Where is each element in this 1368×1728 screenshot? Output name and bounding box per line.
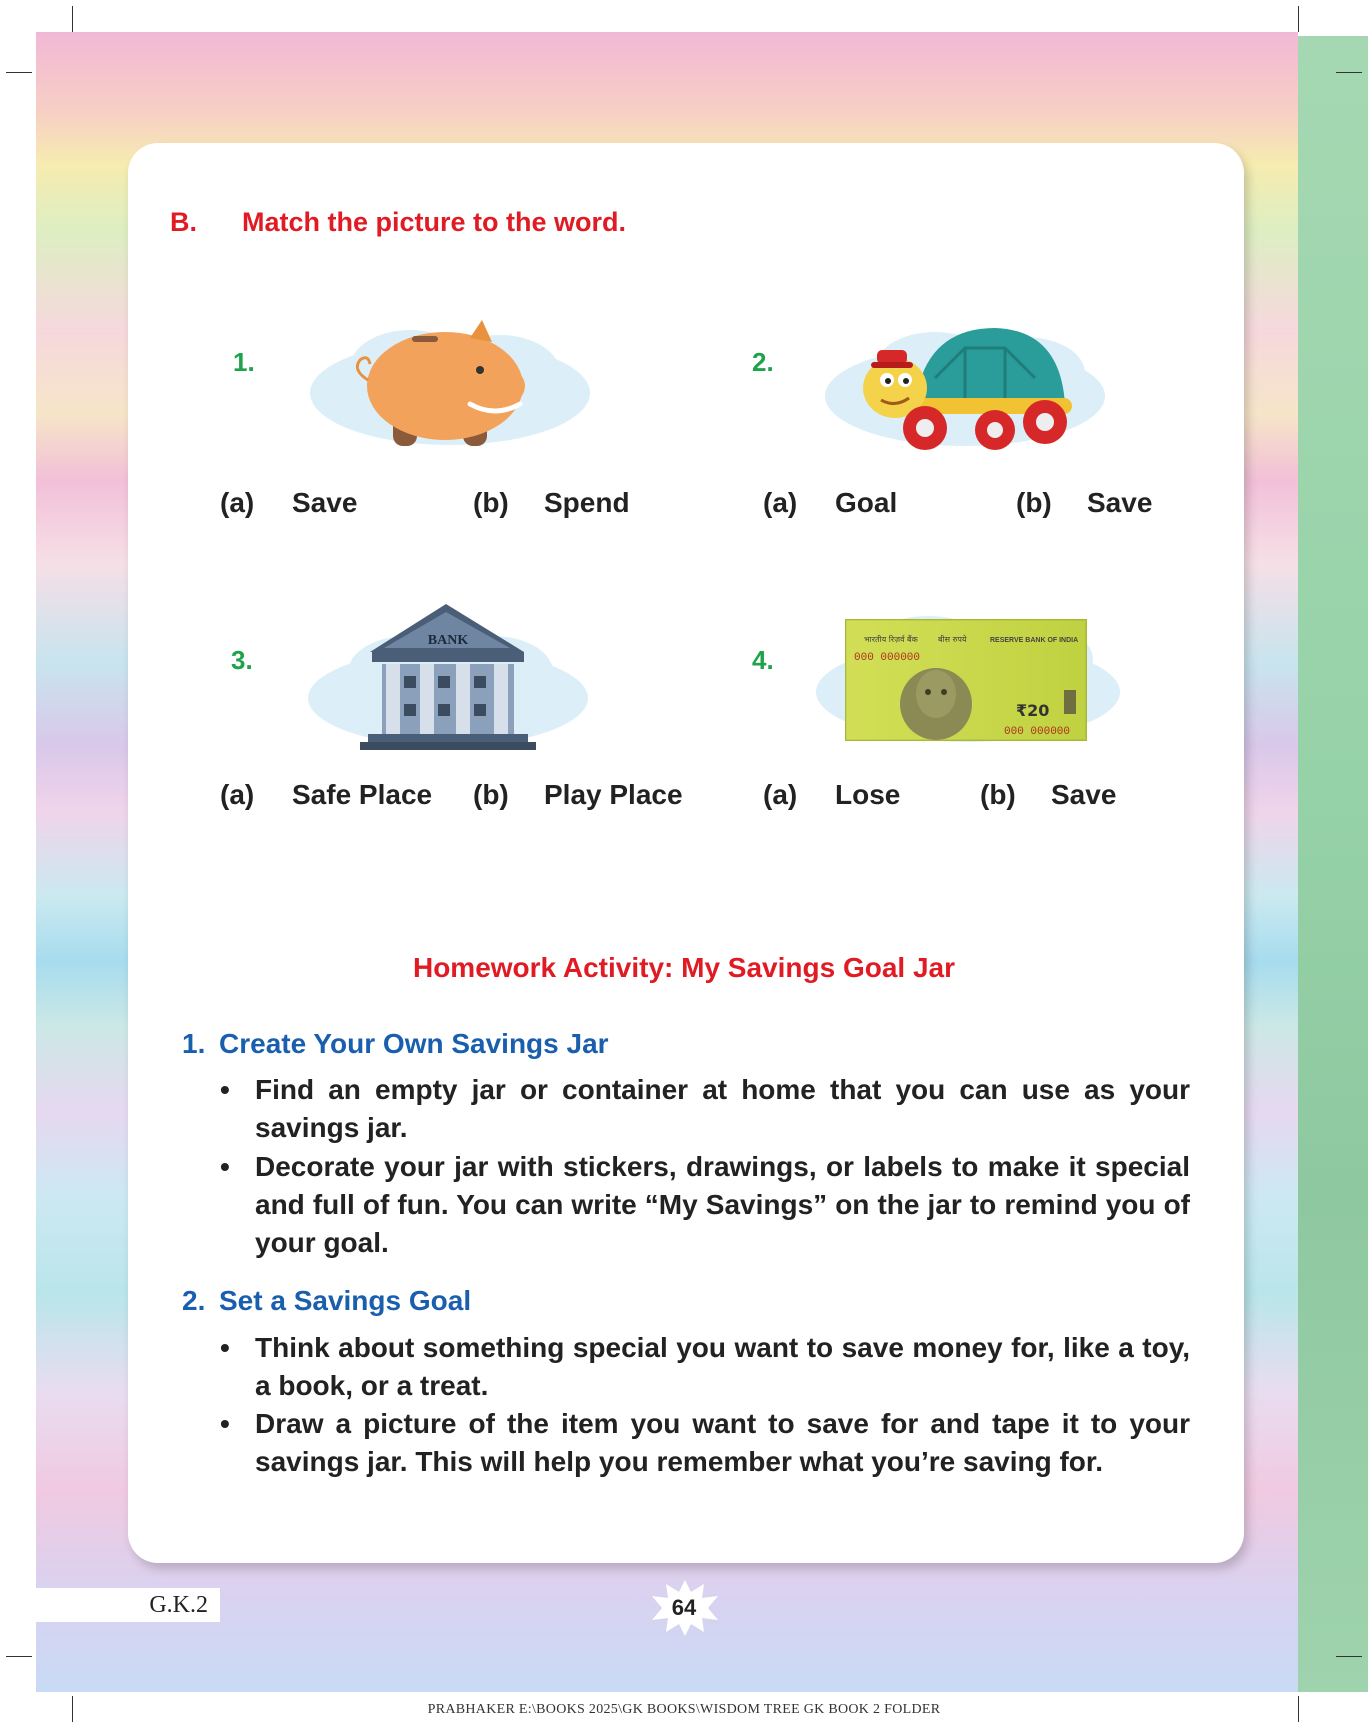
- toy-turtle-image: [815, 318, 1115, 464]
- note-serial-bottom: 000 000000: [1004, 726, 1071, 738]
- option-text[interactable]: Save: [292, 487, 358, 518]
- option-letter[interactable]: (a): [763, 487, 798, 518]
- step-number: 1.: [182, 1028, 206, 1059]
- bullet: •: [220, 1332, 230, 1363]
- question-number: 4.: [752, 645, 774, 675]
- bank-label: BANK: [427, 633, 469, 648]
- bullet-text: Decorate your jar with stickers, drawings, or labels to make it special and full of fun. You can write “My Savings” on the jar to remind you of your goal.: [255, 1151, 1190, 1258]
- option-letter[interactable]: (b): [1016, 487, 1052, 518]
- question-number: 2.: [752, 347, 774, 377]
- option-text[interactable]: Goal: [835, 487, 898, 518]
- note-hindi-value: बीस रुपये: [938, 635, 967, 644]
- crop-mark: [1336, 72, 1362, 73]
- section-letter: B.: [170, 207, 197, 237]
- question-number: 3.: [231, 645, 253, 675]
- option-text[interactable]: Save: [1051, 779, 1117, 810]
- bullet: •: [220, 1408, 230, 1439]
- option-text[interactable]: Safe Place: [292, 779, 433, 810]
- bullet: •: [220, 1074, 230, 1105]
- note-bank-name: RESERVE BANK OF INDIA: [990, 637, 1079, 644]
- crop-mark: [6, 72, 32, 73]
- option-letter[interactable]: (b): [473, 779, 509, 810]
- note-value: ₹20: [1016, 701, 1050, 720]
- option-text[interactable]: Save: [1087, 487, 1153, 518]
- bank-building-image: [298, 600, 598, 758]
- question-number: 1.: [233, 347, 255, 377]
- bullet-text: Think about something special you want to save money for, like a toy, a book, or a treat.: [255, 1332, 1190, 1401]
- option-letter[interactable]: (a): [220, 487, 255, 518]
- note-hindi-bank: भारतीय रिज़र्व बैंक: [864, 635, 918, 644]
- crop-mark: [1336, 1656, 1362, 1657]
- bullet: •: [220, 1151, 230, 1182]
- book-code: G.K.2: [36, 1588, 220, 1622]
- bullet-text: Find an empty jar or container at home that you can use as your savings jar.: [255, 1074, 1190, 1143]
- option-text[interactable]: Lose: [835, 779, 901, 810]
- option-letter[interactable]: (b): [980, 779, 1016, 810]
- print-info: PRABHAKER E:\BOOKS 2025\GK BOOKS\WISDOM TREE GK BOOK 2 FOLDER: [427, 1702, 941, 1717]
- option-text[interactable]: Spend: [544, 487, 630, 518]
- page-number: 64: [671, 1595, 697, 1620]
- option-letter[interactable]: (b): [473, 487, 509, 518]
- option-letter[interactable]: (a): [220, 779, 255, 810]
- section-title: Match the picture to the word.: [242, 207, 627, 237]
- option-letter[interactable]: (a): [763, 779, 798, 810]
- step-title: Create Your Own Savings Jar: [219, 1028, 609, 1059]
- side-strip: [1298, 36, 1368, 1692]
- bullet-text: Draw a picture of the item you want to save for and tape it to your savings jar. This will help you remember what you’re saving for.: [255, 1408, 1190, 1477]
- option-text[interactable]: Play Place: [544, 779, 683, 810]
- crop-mark: [1298, 6, 1299, 32]
- crop-mark: [72, 6, 73, 32]
- piggy-bank-image: [300, 318, 600, 460]
- crop-mark: [6, 1656, 32, 1657]
- step-title: Set a Savings Goal: [219, 1285, 472, 1316]
- twenty-rupee-note-image: [808, 598, 1126, 758]
- note-serial-top: 000 000000: [854, 652, 921, 664]
- homework-title: Homework Activity: My Savings Goal Jar: [412, 952, 956, 983]
- step-number: 2.: [182, 1285, 206, 1316]
